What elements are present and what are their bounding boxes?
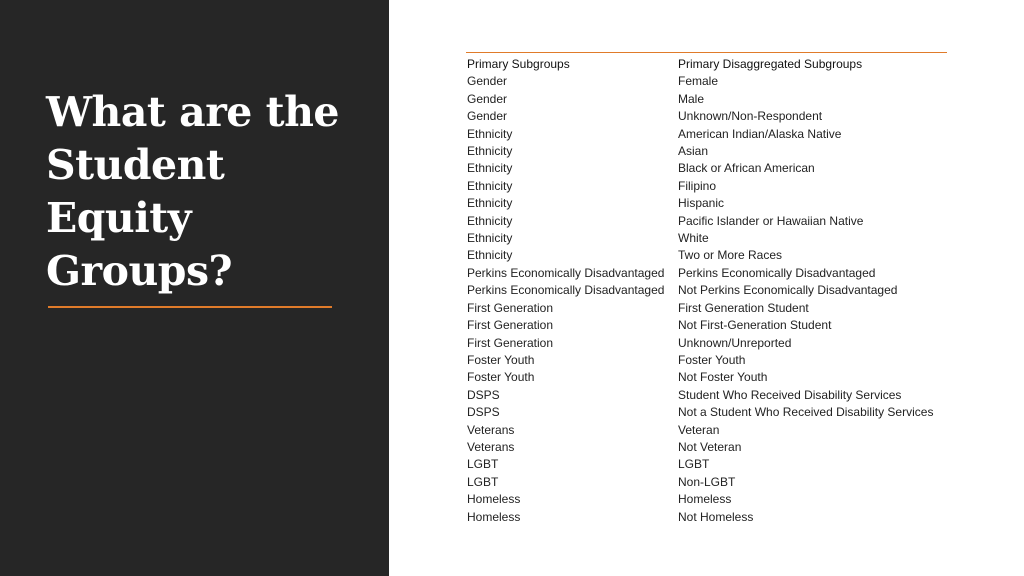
primary-subgroup-cell: Gender	[467, 91, 508, 106]
table-body	[467, 73, 948, 526]
primary-subgroup-cell: Veterans	[467, 422, 515, 437]
table-row	[467, 213, 948, 230]
primary-subgroup-cell: Ethnicity	[467, 178, 513, 193]
primary-subgroup-cell: Perkins Economically Disadvantaged	[467, 265, 665, 280]
table-row	[467, 91, 948, 108]
disaggregated-subgroup-cell: Not a Student Who Received Disability Services	[678, 405, 934, 420]
table-row	[467, 247, 948, 264]
slide-title: What are the Student Equity Groups?	[46, 88, 339, 295]
table-row	[467, 282, 948, 299]
disaggregated-subgroup-cell: Black or African American	[678, 161, 815, 176]
table-top-rule	[466, 52, 947, 53]
table-row	[467, 195, 948, 212]
table-row	[467, 73, 948, 90]
disaggregated-subgroup-cell: American Indian/Alaska Native	[678, 126, 842, 141]
primary-subgroup-cell: First Generation	[467, 335, 554, 350]
disaggregated-subgroup-cell: Not First-Generation Student	[678, 318, 832, 333]
disaggregated-subgroup-cell: LGBT	[678, 457, 710, 472]
table-row	[467, 404, 948, 421]
primary-subgroup-cell: Homeless	[467, 509, 521, 524]
table-row	[467, 352, 948, 369]
primary-subgroup-cell: DSPS	[467, 387, 500, 402]
table-row	[467, 456, 948, 473]
primary-subgroup-cell: Perkins Economically Disadvantaged	[467, 283, 665, 298]
disaggregated-subgroup-cell: Male	[678, 91, 705, 106]
primary-subgroup-cell: Gender	[467, 109, 508, 124]
table-row	[467, 143, 948, 160]
table-row	[467, 230, 948, 247]
disaggregated-subgroup-cell: Filipino	[678, 178, 717, 193]
table-row	[467, 439, 948, 456]
title-panel	[0, 0, 389, 576]
primary-subgroup-cell: LGBT	[467, 457, 499, 472]
disaggregated-subgroup-cell: Veteran	[678, 422, 720, 437]
primary-subgroup-cell: First Generation	[467, 300, 554, 315]
table-row	[467, 126, 948, 143]
table-row	[467, 387, 948, 404]
table-row	[467, 265, 948, 282]
primary-subgroup-cell: Ethnicity	[467, 213, 513, 228]
disaggregated-subgroup-cell: First Generation Student	[678, 300, 809, 315]
header-disaggregated-subgroups: Primary Disaggregated Subgroups	[678, 57, 863, 71]
table-row	[467, 369, 948, 386]
disaggregated-subgroup-cell: Homeless	[678, 492, 732, 507]
table-row	[467, 491, 948, 508]
primary-subgroup-cell: Homeless	[467, 492, 521, 507]
primary-subgroup-cell: Ethnicity	[467, 161, 513, 176]
header-primary-subgroups: Primary Subgroups	[467, 57, 570, 71]
table-row	[467, 178, 948, 195]
disaggregated-subgroup-cell: Female	[678, 74, 719, 89]
primary-subgroup-cell: Ethnicity	[467, 196, 513, 211]
disaggregated-subgroup-cell: Foster Youth	[678, 352, 746, 367]
disaggregated-subgroup-cell: White	[678, 231, 709, 246]
disaggregated-subgroup-cell: Not Perkins Economically Disadvantaged	[678, 283, 898, 298]
disaggregated-subgroup-cell: Unknown/Non-Respondent	[678, 109, 823, 124]
disaggregated-subgroup-cell: Student Who Received Disability Services	[678, 387, 902, 402]
primary-subgroup-cell: Ethnicity	[467, 126, 513, 141]
primary-subgroup-cell: Ethnicity	[467, 248, 513, 263]
disaggregated-subgroup-cell: Perkins Economically Disadvantaged	[678, 265, 876, 280]
primary-subgroup-cell: Ethnicity	[467, 144, 513, 159]
title-underline	[48, 306, 332, 308]
table-row	[467, 300, 948, 317]
primary-subgroup-cell: Foster Youth	[467, 370, 535, 385]
table-header-row	[467, 56, 948, 73]
table-row	[467, 335, 948, 352]
disaggregated-subgroup-cell: Two or More Races	[678, 248, 783, 263]
primary-subgroup-cell: Foster Youth	[467, 352, 535, 367]
disaggregated-subgroup-cell: Asian	[678, 144, 709, 159]
disaggregated-subgroup-cell: Hispanic	[678, 196, 725, 211]
table-row	[467, 474, 948, 491]
primary-subgroup-cell: Gender	[467, 74, 508, 89]
primary-subgroup-cell: DSPS	[467, 405, 500, 420]
primary-subgroup-cell: Veterans	[467, 439, 515, 454]
primary-subgroup-cell: LGBT	[467, 474, 499, 489]
disaggregated-subgroup-cell: Not Foster Youth	[678, 370, 768, 385]
disaggregated-subgroup-cell: Not Homeless	[678, 509, 754, 524]
table-row	[467, 160, 948, 177]
disaggregated-subgroup-cell: Not Veteran	[678, 439, 742, 454]
disaggregated-subgroup-cell: Non-LGBT	[678, 474, 736, 489]
table-row	[467, 317, 948, 334]
primary-subgroup-cell: First Generation	[467, 318, 554, 333]
disaggregated-subgroup-cell: Unknown/Unreported	[678, 335, 792, 350]
table-row	[467, 108, 948, 125]
table-row	[467, 509, 948, 526]
subgroups-table	[467, 56, 948, 526]
disaggregated-subgroup-cell: Pacific Islander or Hawaiian Native	[678, 213, 864, 228]
table-row	[467, 422, 948, 439]
primary-subgroup-cell: Ethnicity	[467, 231, 513, 246]
